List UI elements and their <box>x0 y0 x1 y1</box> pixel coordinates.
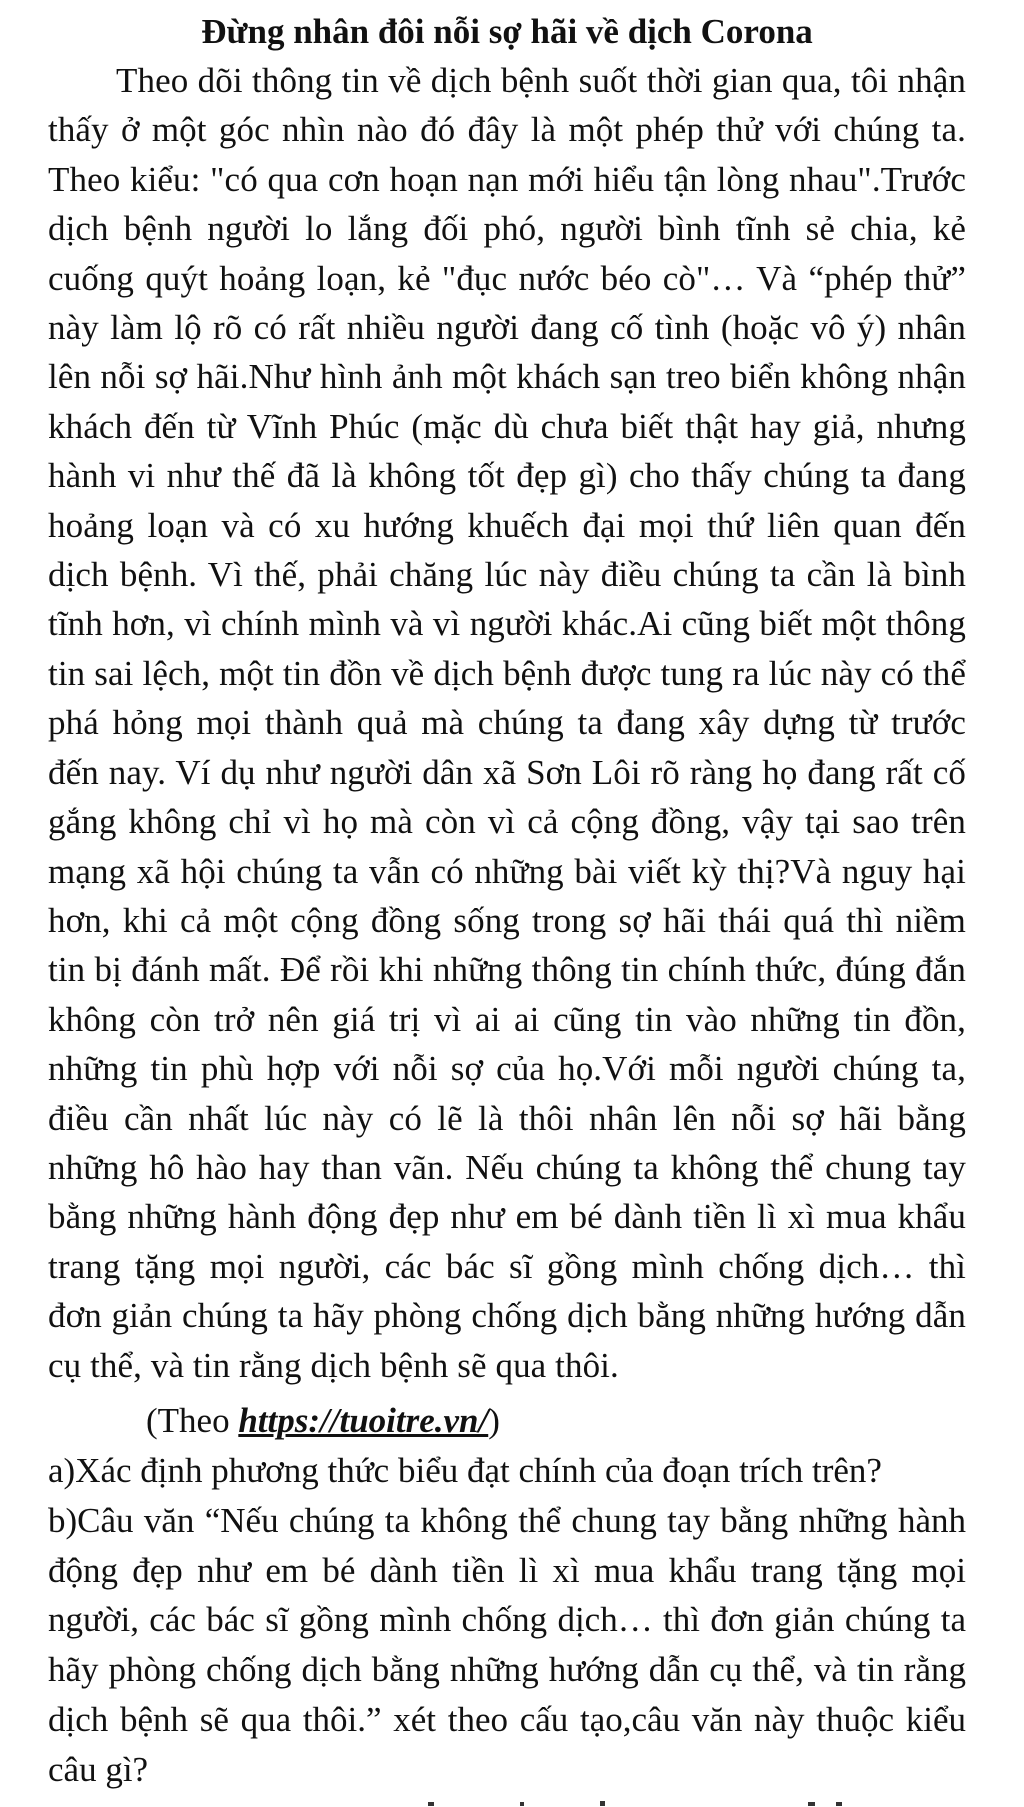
source-prefix: (Theo <box>146 1400 239 1440</box>
cutoff-mark <box>808 1802 815 1806</box>
cutoff-mark <box>520 1802 524 1806</box>
cutoff-text-marks <box>0 1798 1024 1807</box>
cutoff-mark <box>600 1801 605 1806</box>
question-b: b)Câu văn “Nếu chúng ta không thể chung tay bằng những hành động đẹp như em bé dành tiền lì xì mua khẩu trang tặng mọi người, các bác sĩ gồng mình chống dịch… thì đơn giản chúng ta hãy phòng chống dịch bằng những hướng dẫn cụ thể, và tin rằng dịch bệnh sẽ qua thôi.” xét theo cấu tạo,câu văn này thuộc kiểu câu gì? <box>48 1500 966 1789</box>
question-a: a)Xác định phương thức biểu đạt chính của đoạn trích trên? <box>48 1450 882 1490</box>
source-citation <box>48 1396 966 1446</box>
cutoff-mark <box>428 1802 434 1806</box>
source-link[interactable]: https://tuoitre.vn/ <box>238 1400 489 1440</box>
next-line-cutoff <box>0 1796 1024 1807</box>
article-paragraph: Theo dõi thông tin về dịch bệnh suốt thời gian qua, tôi nhận thấy ở một góc nhìn nào đó đây là một phép thử với chúng ta. Theo kiểu: "có qua cơn hoạn nạn mới hiểu tận lòng nhau".Trước dịch bệnh người lo lắng đối phó, người bình tĩnh sẻ chia, kẻ cuống quýt hoảng loạn, kẻ "đục nước béo cò"… Và “phép thử” này làm lộ rõ có rất nhiều người đang cố tình (hoặc vô ý) nhân lên nỗi sợ hãi.Như hình ảnh một khách sạn treo biển không nhận khách đến từ Vĩnh Phúc (mặc dù chưa biết thật hay giả, nhưng hành vi như thế đã là không tốt đẹp gì) cho thấy chúng ta đang hoảng loạn và có xu hướng khuếch đại mọi thứ liên quan đến dịch bệnh. Vì thế, phải chăng lúc này điều chúng ta cần là bình tĩnh hơn, vì chính mình và vì người khác.Ai cũng biết một thông tin sai lệch, một tin đồn về dịch bệnh được tung ra lúc này có thể phá hỏng mọi thành quả mà chúng ta đang xây dựng từ trước đến nay. Ví dụ như người dân xã Sơn Lôi rõ ràng họ đang rất cố gắng không chỉ vì họ mà còn vì cả cộng đồng, vậy tại sao trên mạng xã hội chúng ta vẫn có những bài viết kỳ thị?Và nguy hại hơn, khi cả một cộng đồng sống trong sợ hãi thái quá thì niềm tin bị đánh mất. Để rồi khi những thông tin chính thức, đúng đắn không còn trở nên giá trị vì ai ai cũng tin vào những tin đồn, những tin phù hợp với nỗi sợ của họ.Với mỗi người chúng ta, điều cần nhất lúc này có lẽ là thôi nhân lên nỗi sợ hãi bằng những hô hào hay than vãn. Nếu chúng ta không thể chung tay bằng những hành động đẹp như em bé dành tiền lì xì mua khẩu trang tặng mọi người, các bác sĩ gồng mình chống dịch… thì đơn giản chúng ta hãy phòng chống dịch bằng những hướng dẫn cụ thể, và tin rằng dịch bệnh sẽ qua thôi. <box>48 61 966 1385</box>
source-suffix: ) <box>488 1400 500 1440</box>
document-title: Đừng nhân đôi nỗi sợ hãi về dịch Corona <box>201 12 813 51</box>
cutoff-mark <box>836 1802 842 1806</box>
